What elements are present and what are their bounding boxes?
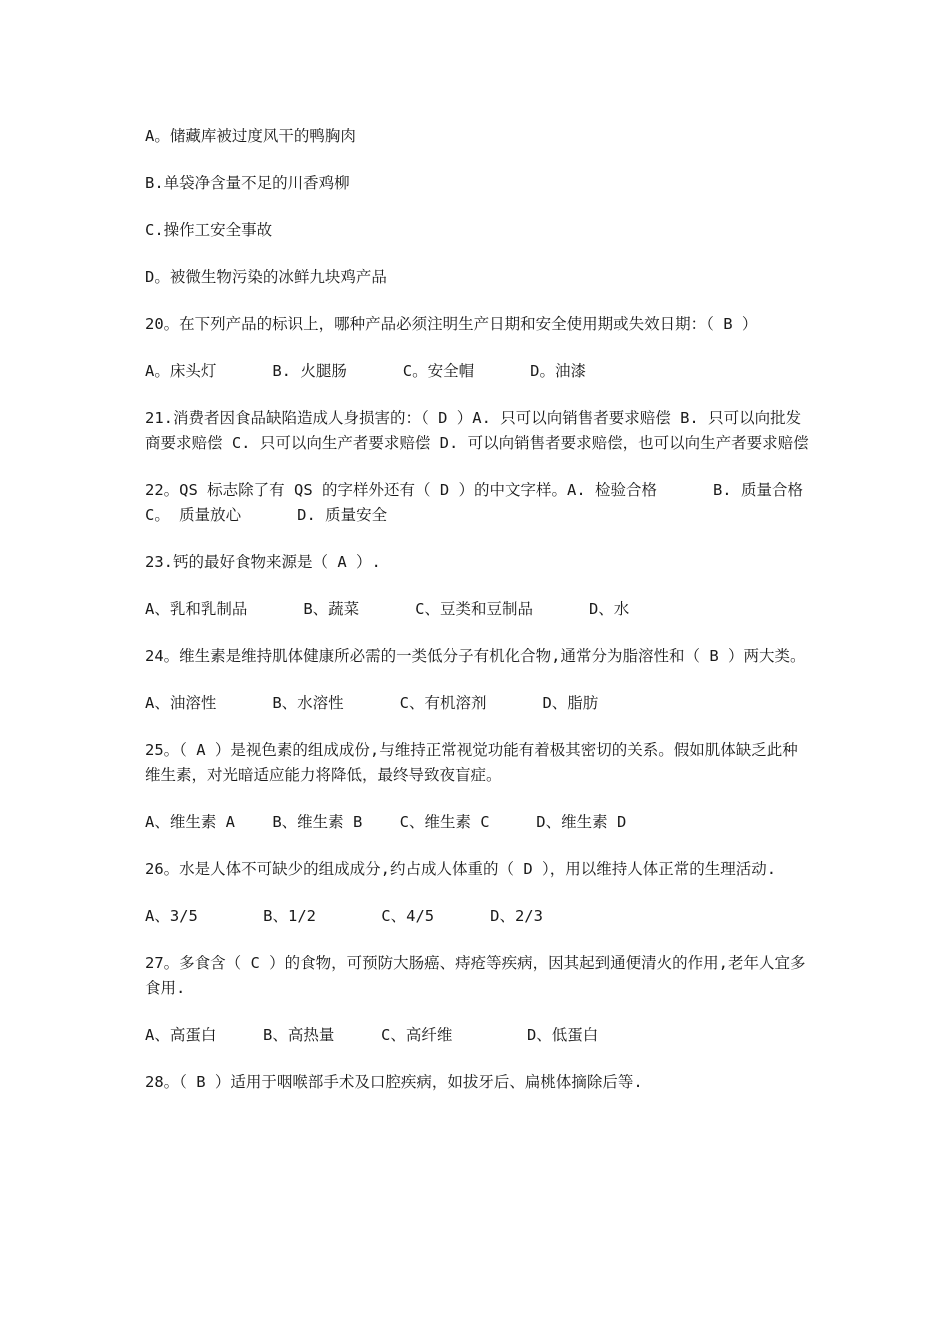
question-20: 20。在下列产品的标识上，哪种产品必须注明生产日期和安全使用期或失效日期：（ B ） [145, 315, 758, 333]
question-21: 21.消费者因食品缺陷造成人身损害的：（ D ）A. 只可以向销售者要求赔偿 B. 只可以向批发商要求赔偿 C. 只可以向生产者要求赔偿 D. 可以向销售者要求赔偿，也可以向生产者要求赔偿 [145, 409, 809, 452]
question-27-options: A、高蛋白 B、高热量 C、高纤维 D、低蛋白 [145, 1026, 599, 1044]
option-c-line: C.操作工安全事故 [145, 221, 273, 239]
question-24: 24。维生素是维持肌体健康所必需的一类低分子有机化合物,通常分为脂溶性和（ B ）两大类。 [145, 647, 806, 665]
question-25-options: A、维生素 A B、维生素 B C、维生素 C D、维生素 D [145, 813, 627, 831]
question-26: 26。水是人体不可缺少的组成成分,约占成人体重的（ D ），用以维持人体正常的生理活动. [145, 860, 777, 878]
question-24-options: A、油溶性 B、水溶性 C、有机溶剂 D、脂肪 [145, 694, 599, 712]
question-26-options: A、3/5 B、1/2 C、4/5 D、2/3 [145, 907, 543, 925]
question-23-options: A、乳和乳制品 B、蔬菜 C、豆类和豆制品 D、水 [145, 600, 630, 618]
option-d-line: D。被微生物污染的冰鲜九块鸡产品 [145, 268, 387, 286]
option-a-line: A。储藏库被过度风干的鸭胸肉 [145, 127, 356, 145]
question-22: 22。QS 标志除了有 QS 的字样外还有（ D ）的中文字样。A. 检验合格 B. 质量合格 C。 质量放心 D. 质量安全 [145, 481, 859, 524]
document-page [145, 124, 859, 1117]
question-28: 28。（ B ）适用于咽喉部手术及口腔疾病，如拔牙后、扁桃体摘除后等. [145, 1073, 643, 1091]
question-23: 23.钙的最好食物来源是（ A ）. [145, 553, 381, 571]
question-25: 25。（ A ）是视色素的组成成份,与维持正常视觉功能有着极其密切的关系。假如肌体缺乏此种维生素，对光暗适应能力将降低，最终导致夜盲症。 [145, 741, 798, 784]
question-20-options: A。床头灯 B. 火腿肠 C。安全帽 D。油漆 [145, 362, 586, 380]
option-b-line: B.单袋净含量不足的川香鸡柳 [145, 174, 350, 192]
question-27: 27。多食含（ C ）的食物，可预防大肠癌、痔疮等疾病，因其起到通便清火的作用,老年人宜多食用. [145, 954, 806, 997]
